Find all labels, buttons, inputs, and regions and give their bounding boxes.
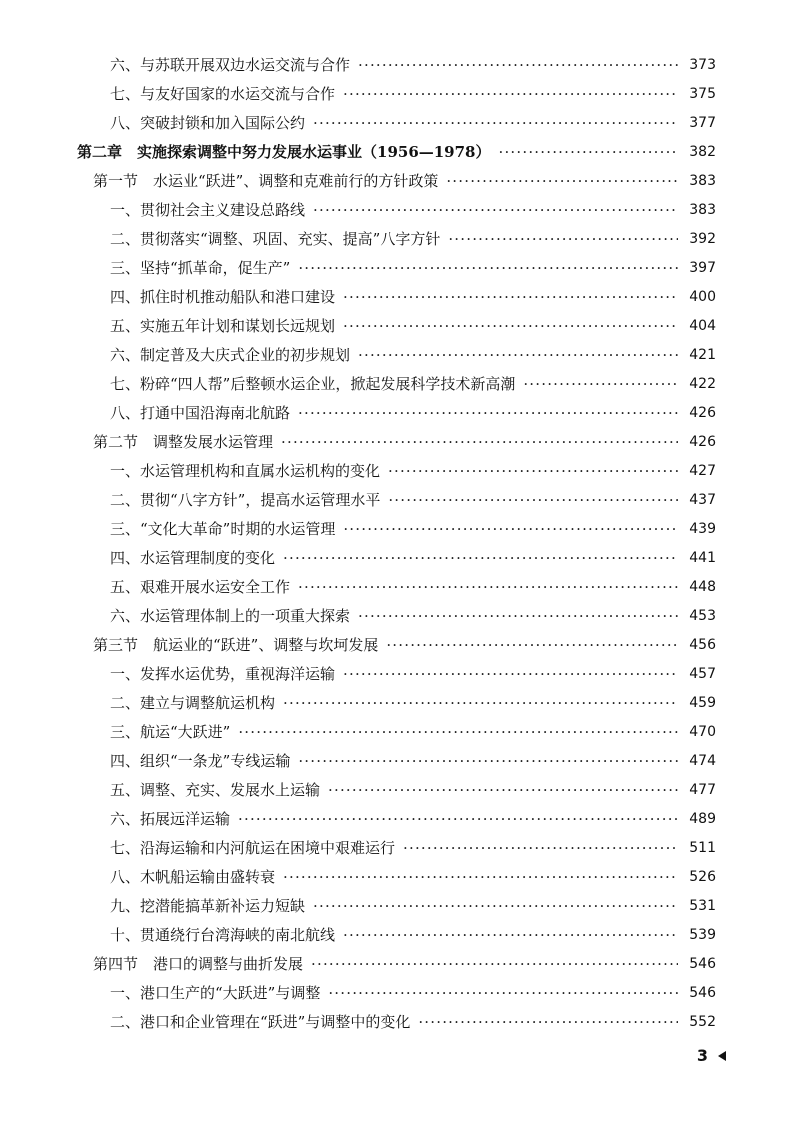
- toc-entry-title: 八、打通中国沿海南北航路: [110, 404, 291, 422]
- dot-leader: [499, 138, 679, 167]
- toc-item-entry[interactable]: [0, 602, 790, 631]
- toc-item-entry[interactable]: [0, 892, 790, 921]
- toc-entry-title: 六、与苏联开展双边水运交流与合作: [110, 56, 351, 74]
- toc-entry-page: 448: [689, 579, 716, 595]
- toc-item-entry[interactable]: [0, 225, 790, 254]
- dot-leader: [343, 312, 678, 341]
- toc-entry-page: 511: [689, 840, 716, 856]
- toc-section-entry[interactable]: [0, 950, 790, 979]
- toc-entry-page: 383: [689, 202, 716, 218]
- toc-section-entry[interactable]: [0, 631, 790, 660]
- dot-leader: [238, 718, 678, 747]
- toc-item-entry[interactable]: [0, 196, 790, 225]
- toc-item-entry[interactable]: [0, 747, 790, 776]
- dot-leader: [313, 892, 678, 921]
- toc-entry-title: 六、拓展远洋运输: [110, 810, 231, 828]
- toc-entry-page: 397: [689, 260, 716, 276]
- dot-leader: [418, 1008, 678, 1037]
- dot-leader: [298, 254, 678, 283]
- toc-item-entry[interactable]: [0, 51, 790, 80]
- toc-entry-page: 489: [689, 811, 716, 827]
- dot-leader: [388, 486, 678, 515]
- toc-entry-page: 546: [689, 956, 716, 972]
- toc-entry-title: 三、航运“大跃进”: [110, 723, 231, 741]
- toc-entry-page: 422: [689, 376, 716, 392]
- toc-item-entry[interactable]: [0, 109, 790, 138]
- dot-leader: [311, 950, 678, 979]
- toc-entry-title: 八、木帆船运输由盛转衰: [110, 868, 276, 886]
- toc-entry-title: 五、实施五年计划和谋划长远规划: [110, 317, 336, 335]
- toc-entry-title: 一、发挥水运优势，重视海洋运输: [110, 665, 336, 683]
- toc-entry-title: 六、水运管理体制上的一项重大探索: [110, 607, 351, 625]
- toc-entry-page: 453: [689, 608, 716, 624]
- dot-leader: [358, 341, 678, 370]
- dot-leader: [523, 370, 678, 399]
- toc-entry-page: 470: [689, 724, 716, 740]
- toc-entry-page: 426: [689, 434, 716, 450]
- toc-item-entry[interactable]: [0, 457, 790, 486]
- toc-entry-title: 四、组织“一条龙”专线运输: [110, 752, 291, 770]
- dot-leader: [298, 573, 678, 602]
- toc-entry-title: 第二节 调整发展水运管理: [93, 433, 274, 451]
- toc-item-entry[interactable]: [0, 689, 790, 718]
- toc-item-entry[interactable]: [0, 805, 790, 834]
- toc-item-entry[interactable]: [0, 370, 790, 399]
- page-number: 3: [696, 1046, 708, 1065]
- dot-leader: [283, 689, 678, 718]
- dot-leader: [448, 225, 678, 254]
- toc-entry-page: 382: [689, 144, 716, 160]
- toc-item-entry[interactable]: [0, 718, 790, 747]
- dot-leader: [403, 834, 678, 863]
- toc-entry-title: 第二章 实施探索调整中努力发展水运事业（1956—1978）: [77, 143, 491, 161]
- toc-entry-title: 第一节 水运业“跃进”、调整和克难前行的方针政策: [93, 172, 439, 190]
- toc-entry-title: 八、突破封锁和加入国际公约: [110, 114, 306, 132]
- dot-leader: [388, 457, 678, 486]
- dot-leader: [343, 921, 678, 950]
- toc-entry-title: 七、与友好国家的水运交流与合作: [110, 85, 336, 103]
- toc-item-entry[interactable]: [0, 341, 790, 370]
- toc-entry-title: 二、港口和企业管理在“跃进”与调整中的变化: [110, 1013, 411, 1031]
- toc-entry-title: 三、坚持“抓革命，促生产”: [110, 259, 291, 277]
- toc-entry-title: 第三节 航运业的“跃进”、调整与坎坷发展: [93, 636, 379, 654]
- toc-entry-title: 一、港口生产的“大跃进”与调整: [110, 984, 321, 1002]
- toc-item-entry[interactable]: [0, 776, 790, 805]
- dot-leader: [446, 167, 678, 196]
- dot-leader: [343, 515, 678, 544]
- toc-entry-page: 400: [689, 289, 716, 305]
- toc-entry-page: 392: [689, 231, 716, 247]
- toc-item-entry[interactable]: [0, 544, 790, 573]
- toc-entry-page: 427: [689, 463, 716, 479]
- dot-leader: [343, 80, 678, 109]
- toc-entry-title: 七、沿海运输和内河航运在困境中艰难运行: [110, 839, 396, 857]
- toc-entry-title: 五、艰难开展水运安全工作: [110, 578, 291, 596]
- toc-item-entry[interactable]: [0, 399, 790, 428]
- toc-item-entry[interactable]: [0, 254, 790, 283]
- table-of-contents: [0, 51, 790, 1037]
- toc-section-entry[interactable]: [0, 428, 790, 457]
- dot-leader: [313, 109, 678, 138]
- toc-entry-title: 一、水运管理机构和直属水运机构的变化: [110, 462, 381, 480]
- dot-leader: [298, 747, 678, 776]
- toc-entry-title: 六、制定普及大庆式企业的初步规划: [110, 346, 351, 364]
- dot-leader: [343, 283, 678, 312]
- toc-entry-page: 437: [689, 492, 716, 508]
- toc-entry-page: 459: [689, 695, 716, 711]
- toc-entry-title: 一、贯彻社会主义建设总路线: [110, 201, 306, 219]
- toc-entry-title: 四、水运管理制度的变化: [110, 549, 276, 567]
- toc-entry-page: 377: [689, 115, 716, 131]
- dot-leader: [386, 631, 678, 660]
- dot-leader: [281, 428, 678, 457]
- toc-entry-page: 552: [689, 1014, 716, 1030]
- toc-entry-title: 五、调整、充实、发展水上运输: [110, 781, 321, 799]
- toc-entry-page: 526: [689, 869, 716, 885]
- toc-entry-page: 546: [689, 985, 716, 1001]
- toc-item-entry[interactable]: [0, 1008, 790, 1037]
- dot-leader: [358, 602, 678, 631]
- toc-entry-page: 426: [689, 405, 716, 421]
- toc-entry-title: 九、挖潜能搞革新补运力短缺: [110, 897, 306, 915]
- toc-entry-page: 456: [689, 637, 716, 653]
- dot-leader: [298, 399, 678, 428]
- toc-item-entry[interactable]: [0, 863, 790, 892]
- toc-entry-title: 四、抓住时机推动船队和港口建设: [110, 288, 336, 306]
- toc-entry-title: 三、“文化大革命”时期的水运管理: [110, 520, 336, 538]
- toc-entry-title: 二、贯彻“八字方针”，提高水运管理水平: [110, 491, 381, 509]
- toc-section-entry[interactable]: [0, 167, 790, 196]
- toc-entry-title: 第四节 港口的调整与曲折发展: [93, 955, 304, 973]
- toc-entry-title: 二、建立与调整航运机构: [110, 694, 276, 712]
- toc-item-entry[interactable]: [0, 312, 790, 341]
- toc-item-entry[interactable]: [0, 515, 790, 544]
- toc-entry-page: 457: [689, 666, 716, 682]
- toc-item-entry[interactable]: [0, 921, 790, 950]
- toc-entry-page: 539: [689, 927, 716, 943]
- toc-entry-page: 383: [689, 173, 716, 189]
- toc-item-entry[interactable]: [0, 573, 790, 602]
- dot-leader: [313, 196, 678, 225]
- toc-entry-title: 七、粉碎“四人帮”后整顿水运企业，掀起发展科学技术新高潮: [110, 375, 516, 393]
- dot-leader: [283, 544, 678, 573]
- toc-entry-page: 404: [689, 318, 716, 334]
- toc-entry-title: 二、贯彻落实“调整、巩固、充实、提高”八字方针: [110, 230, 441, 248]
- toc-entry-page: 373: [689, 57, 716, 73]
- page-footer: [697, 1046, 726, 1065]
- dot-leader: [358, 51, 678, 80]
- toc-entry-page: 375: [689, 86, 716, 102]
- dot-leader: [283, 863, 678, 892]
- triangle-marker-icon: [718, 1051, 726, 1061]
- toc-entry-title: 十、贯通绕行台湾海峡的南北航线: [110, 926, 336, 944]
- toc-entry-page: 441: [689, 550, 716, 566]
- toc-item-entry[interactable]: [0, 283, 790, 312]
- toc-item-entry[interactable]: [0, 80, 790, 109]
- dot-leader: [238, 805, 678, 834]
- dot-leader: [343, 660, 678, 689]
- toc-item-entry[interactable]: [0, 660, 790, 689]
- dot-leader: [328, 776, 678, 805]
- toc-chapter-entry[interactable]: [0, 138, 790, 167]
- toc-entry-page: 474: [689, 753, 716, 769]
- toc-item-entry[interactable]: [0, 486, 790, 515]
- toc-entry-page: 421: [689, 347, 716, 363]
- dot-leader: [328, 979, 678, 1008]
- toc-entry-page: 439: [689, 521, 716, 537]
- toc-item-entry[interactable]: [0, 979, 790, 1008]
- toc-entry-page: 477: [689, 782, 716, 798]
- toc-entry-page: 531: [689, 898, 716, 914]
- toc-item-entry[interactable]: [0, 834, 790, 863]
